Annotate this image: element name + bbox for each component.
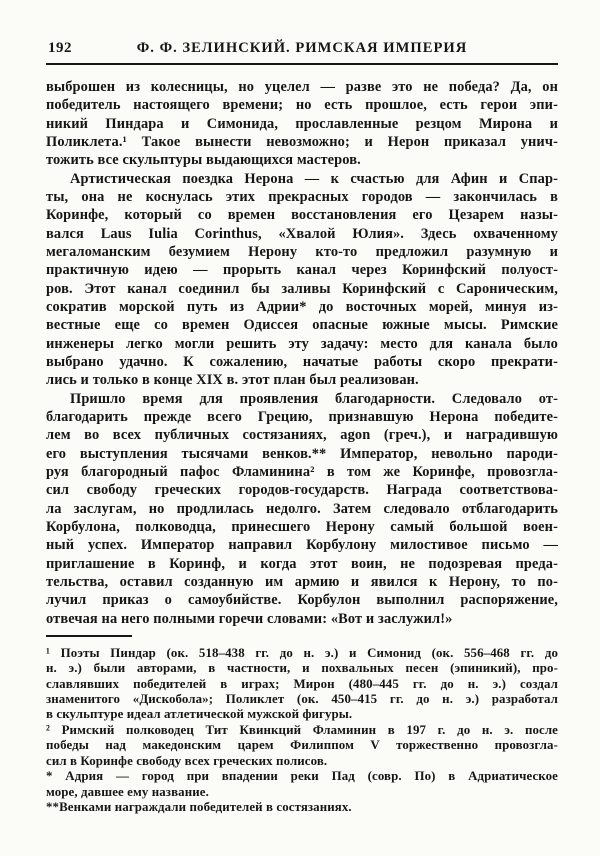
footnote (46, 769, 558, 800)
page-number: 192 (48, 40, 72, 56)
text-line: никий Пиндара и Симонида, прославленные резцом Мирона и (46, 115, 558, 132)
text-line: руя благородный пафос Фламинина² в том же Коринфе, провозгла- (46, 463, 558, 480)
body-text (46, 78, 558, 628)
footnote-line: **Венками награждали победителей в состязаниях. (46, 799, 352, 814)
paragraph (46, 78, 558, 170)
text-line: Корбулона, полководца, принесшего Нерону самый большой воен- (46, 518, 558, 535)
running-title: Ф. Ф. ЗЕЛИНСКИЙ. РИМСКАЯ ИМПЕРИЯ (136, 40, 468, 56)
page-header (46, 40, 558, 60)
text-line: благодарить прежде всего Грецию, признавшую Нерона победите- (46, 408, 558, 425)
header-rule (46, 63, 558, 65)
text-line: Артистическая поездка Нерона — к счастью для Афин и Спар- (70, 170, 558, 187)
text-line: приглашение в Коринф, и когда этот воин, не подозревая преда- (46, 555, 558, 572)
paragraph (46, 390, 558, 628)
footnote-line: знаменитого «Дискобола»; Поликлет (ок. 450–415 гг. до н. э.) разработал (46, 692, 558, 707)
text-line: ла заслугам, но продлилась недолго. Затем следовало отблагодарить (46, 500, 558, 517)
text-line: Коринфе, который со времен восстановления его Цезарем назы- (46, 207, 558, 224)
text-line: вестные еще со времен Одиссея опасные южные мысы. Римские (46, 317, 558, 334)
text-line: его выступления тысячами венков.** Император, невольно пароди- (46, 445, 558, 462)
footnote-separator (46, 635, 132, 637)
footnote-line: в скульптуре идеал атлетической мужской фигуры. (46, 707, 353, 722)
text-line: сил свободу греческих городов-государств. Награда соответствова- (46, 482, 558, 499)
text-line: выброшен из колесницы, но уцелел — разве это не победа? Да, он (46, 79, 558, 95)
text-line: сократив морской путь из Адрии* до восточных морей, минуя из- (46, 298, 558, 315)
text-line: лем во всех публичных состязаниях, agon (греч.), и наградившую (46, 427, 558, 444)
text-line: выбрано удачно. К сожалению, начатые работы скоро прекрати- (46, 353, 558, 370)
footnotes (46, 646, 558, 815)
text-line: ты, она не коснулась этих прекрасных городов — закончилась в (46, 188, 558, 205)
text-line: инженеры легко могли решить эту задачу: место для канала было (46, 335, 558, 352)
footnote-line: ¹ Поэты Пиндар (ок. 518–438 гг. до н. э.) и Симонид (ок. 556–468 гг. до (46, 645, 558, 660)
text-line: лучил приказ о самоубийстве. Корбулон выполнил распоряжение, (46, 592, 558, 609)
text-line: мегаломанским безумием Нерону кто-то предложил разумную и (46, 243, 558, 260)
page-content (46, 40, 558, 815)
text-line: Поликлета.¹ Такое вынести невозможно; и Нерон приказал унич- (46, 133, 558, 150)
footnote-line: славлявших победителей в играх; Мирон (480–445 гг. до н. э.) создал (46, 676, 558, 691)
text-line: отвечая на него полными горечи словами: «Вот и заслужил!» (46, 610, 453, 627)
paragraph (46, 170, 558, 390)
footnote-line: ² Римский полководец Тит Квинкций Фламинин в 197 г. до н. э. после (46, 722, 558, 737)
footnote (46, 646, 558, 723)
text-line: ров. Этот канал соединил бы заливы Коринфский с Сароническим, (46, 280, 558, 297)
text-line: победитель настоящего времени; но есть прошлое, есть герои эпи- (46, 97, 558, 114)
text-line: вался Laus Iulia Corinthus, «Хвалой Юлия». Здесь охваченному (46, 225, 558, 242)
text-line: тельства, оставил созданную им армию и явился к Нерону, то по- (46, 573, 558, 590)
footnote (46, 800, 558, 815)
footnote-line: * Адрия — город при впадении реки Пад (совр. По) в Адриатическое (46, 769, 558, 784)
footnote (46, 723, 558, 769)
footnote-line: сил в Коринфе свободу всех греческих полисов. (46, 753, 328, 768)
text-line: Пришло время для проявления благодарности. Следовало от- (70, 390, 558, 407)
text-line: ный успех. Император направил Корбулону милостивое письмо — (46, 537, 558, 554)
footnote-line: победы над македонским царем Филиппом V торжественно провозгла- (46, 738, 558, 753)
text-line: лись и только в конце XIX в. этот план был реализован. (46, 372, 419, 389)
text-line: тожить все скульптуры выдающихся мастеров. (46, 152, 361, 169)
text-line: практичную идею — прорыть канал через Коринфский полуост- (46, 262, 558, 279)
footnote-line: н. э.) были авторами, в частности, и похвальных песен (эпиникий), про- (46, 661, 558, 676)
footnote-line: море, давшее ему название. (46, 784, 209, 799)
